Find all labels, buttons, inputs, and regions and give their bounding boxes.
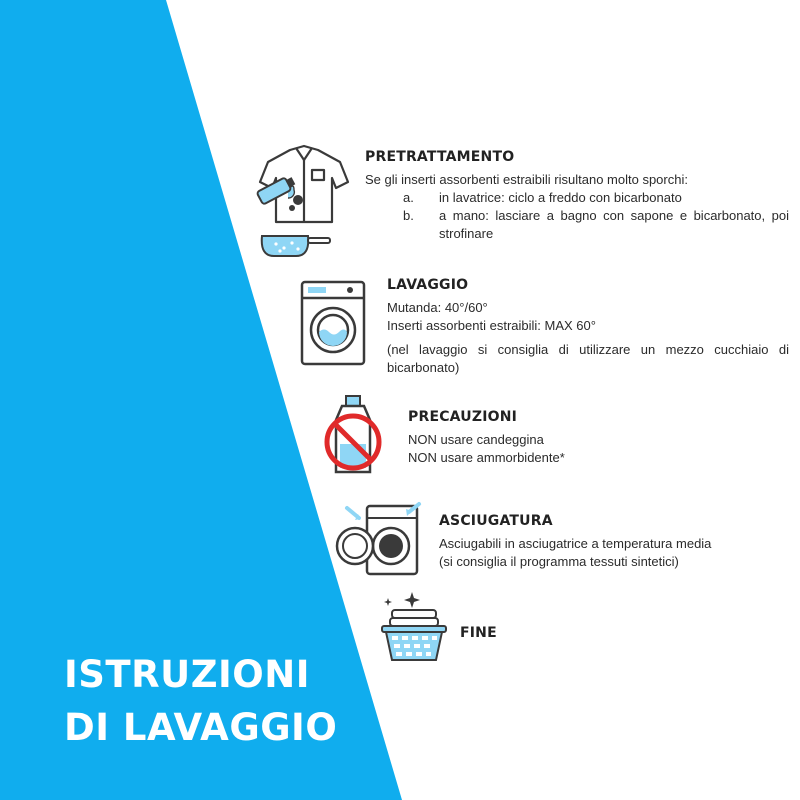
- heading-fine: FINE: [460, 625, 497, 641]
- pretrattamento-list: [365, 189, 789, 243]
- list-marker: b.: [403, 208, 414, 223]
- section-pretrattamento: [365, 149, 789, 243]
- asciugatura-line-2: (si consiglia il programma tessuti sintetici): [439, 554, 679, 569]
- asciugatura-line-1: Asciugabili in asciugatrice a temperatura media: [439, 536, 712, 551]
- heading-asciugatura: ASCIUGATURA: [439, 513, 553, 529]
- no-bleach-icon: [318, 394, 388, 478]
- title-line-1: ISTRUZIONI: [64, 653, 310, 696]
- page-title: [64, 648, 337, 754]
- shirt-stain-icon: [252, 140, 356, 260]
- tumble-dryer-icon: [333, 500, 423, 578]
- list-item-text: a mano: lasciare a bagno con sapone e bicarbonato, poi strofinare: [439, 208, 789, 241]
- list-item: [403, 189, 789, 207]
- list-marker: a.: [403, 190, 414, 205]
- section-asciugatura: [439, 513, 789, 571]
- heading-pretrattamento: PRETRATTAMENTO: [365, 149, 515, 165]
- pretrattamento-intro: Se gli inserti assorbenti estraibili risultano molto sporchi:: [365, 172, 688, 187]
- title-line-2: DI LAVAGGIO: [64, 706, 338, 749]
- lavaggio-line-1: Mutanda: 40°/60°: [387, 300, 488, 315]
- heading-precauzioni: PRECAUZIONI: [408, 409, 518, 425]
- section-fine: [460, 625, 660, 647]
- list-item: [403, 207, 789, 243]
- section-lavaggio: [387, 277, 789, 377]
- precauzioni-line-1: NON usare candeggina: [408, 432, 544, 447]
- list-item-text: in lavatrice: ciclo a freddo con bicarbonato: [439, 190, 682, 205]
- lavaggio-line-2: Inserti assorbenti estraibili: MAX 60°: [387, 318, 596, 333]
- laundry-basket-icon: [378, 590, 450, 664]
- washing-machine-icon: [300, 280, 366, 366]
- precauzioni-line-2: NON usare ammorbidente*: [408, 450, 565, 465]
- lavaggio-note: (nel lavaggio si consiglia di utilizzare un mezzo cucchiaio di bicarbonato): [387, 342, 789, 375]
- heading-lavaggio: LAVAGGIO: [387, 277, 469, 293]
- section-precauzioni: [408, 409, 788, 467]
